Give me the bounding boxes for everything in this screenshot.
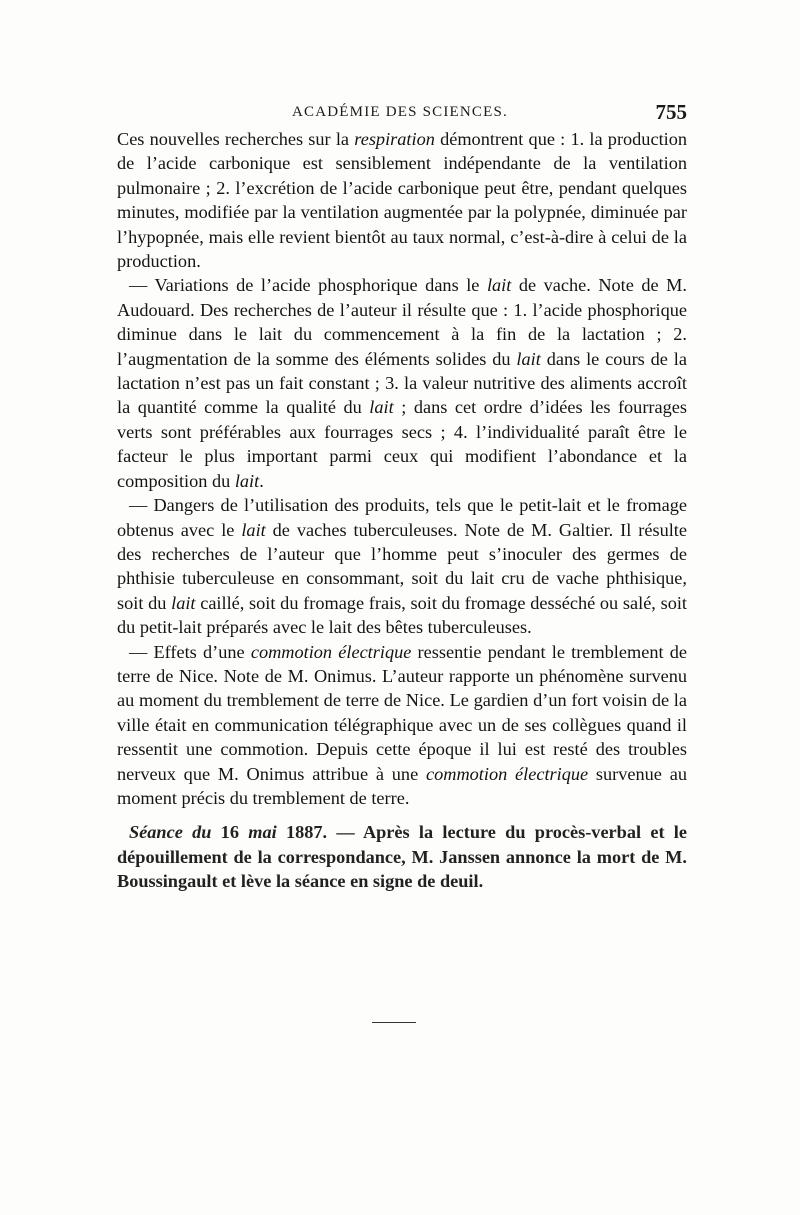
italic-run: Séance du [129, 822, 212, 843]
italic-run: commotion électrique [250, 641, 412, 662]
page-header [117, 100, 687, 130]
text-run: 1887. — Après la lecture du procès-verbal et le dépouillement de la correspondance, M. Janssen annonce la mort de M. Boussingault et lève la séance en signe de deuil. [117, 822, 688, 892]
text-run: Ces nouvelles recherches sur la [117, 129, 355, 149]
paragraph-respiration [117, 127, 687, 273]
text-run: — Effets d’une [129, 641, 251, 662]
closing-rule [372, 1022, 416, 1023]
italic-run: lait [171, 592, 196, 613]
text-run: dans le cours de la lactation n’est pas un fait constant ; 3. la valeur nutritive des aliments accroît la quantité comme la qualité du [117, 348, 687, 418]
text-run: . [259, 470, 264, 491]
paragraph-seance-16-mai [117, 820, 687, 893]
text-run: ; dans cet ordre d’idées les fourrages verts sont préférables aux fourrages secs ; 4. l’individualité paraît être le facteur le plus important parmi ceux qui modifient l’abondance et la composition du [117, 397, 687, 491]
page-number: 755 [655, 100, 687, 124]
italic-run: respiration [354, 129, 435, 149]
text-run: — Dangers de l’utilisation des produits, tels que le petit-lait et le fromage obtenus avec le [117, 495, 687, 540]
text-run: — Variations de l’acide phosphorique dans le [129, 275, 487, 296]
italic-run: commotion électrique [425, 763, 589, 784]
text-run: de vaches tuberculeuses. Note de M. Galtier. Il résulte des recherches de l’auteur que l’homme peut s’inoculer des germes de phthisie tuberculeuse en consommant, soit du lait cru de vache phthisique, soit du [117, 519, 687, 613]
paragraph-acide-phosphorique [117, 273, 687, 493]
italic-run: lait [486, 275, 512, 296]
text-run: caillé, soit du fromage frais, soit du fromage desséché ou salé, soit du petit-lait préparés avec le lait des bêtes tuberculeuses. [117, 592, 687, 638]
italic-run: lait [241, 519, 266, 540]
paragraph-dangers-lait [117, 493, 687, 639]
italic-run: lait [516, 348, 541, 369]
italic-run: mai [248, 822, 277, 843]
paragraph-commotion-electrique [117, 640, 687, 811]
text-run: survenue au moment précis du tremblement de terre. [117, 763, 687, 808]
running-title: ACADÉMIE DES SCIENCES. [292, 104, 508, 120]
text-run: 16 [211, 822, 249, 843]
text-run: de vache. Note de M. Audouard. Des recherches de l’auteur il résulte que : 1. l’acide phosphorique diminue dans le lait du commencement à la fin de la lactation ; 2. l’augmentation de la somme des éléments solides du [117, 275, 687, 369]
italic-run: lait [234, 470, 260, 491]
italic-run: lait [369, 397, 394, 418]
text-run: ressentie pendant le tremblement de terre de Nice. Note de M. Onimus. L’auteur rapporte un phénomène survenu au moment du tremblement de terre de Nice. Le gardien d’un fort voisin de la ville était en communication télégraphique avec un de ses collègues quand il ressentit une commotion. Depuis cette époque il lui est resté des troubles nerveux que M. Onimus attribue à une [117, 641, 688, 784]
body-text [117, 127, 687, 894]
text-run: démontrent que : 1. la production de l’acide carbonique est sensiblement indépendante de la ventilation pulmonaire ; 2. l’excrétion de l’acide carbonique peut être, pendant quelques minutes, modifiée par la ventilation augmentée par la polypnée, diminuée par l’hypopnée, mais elle revient bientôt au taux normal, c’est-à-dire à celui de la production. [117, 129, 688, 272]
